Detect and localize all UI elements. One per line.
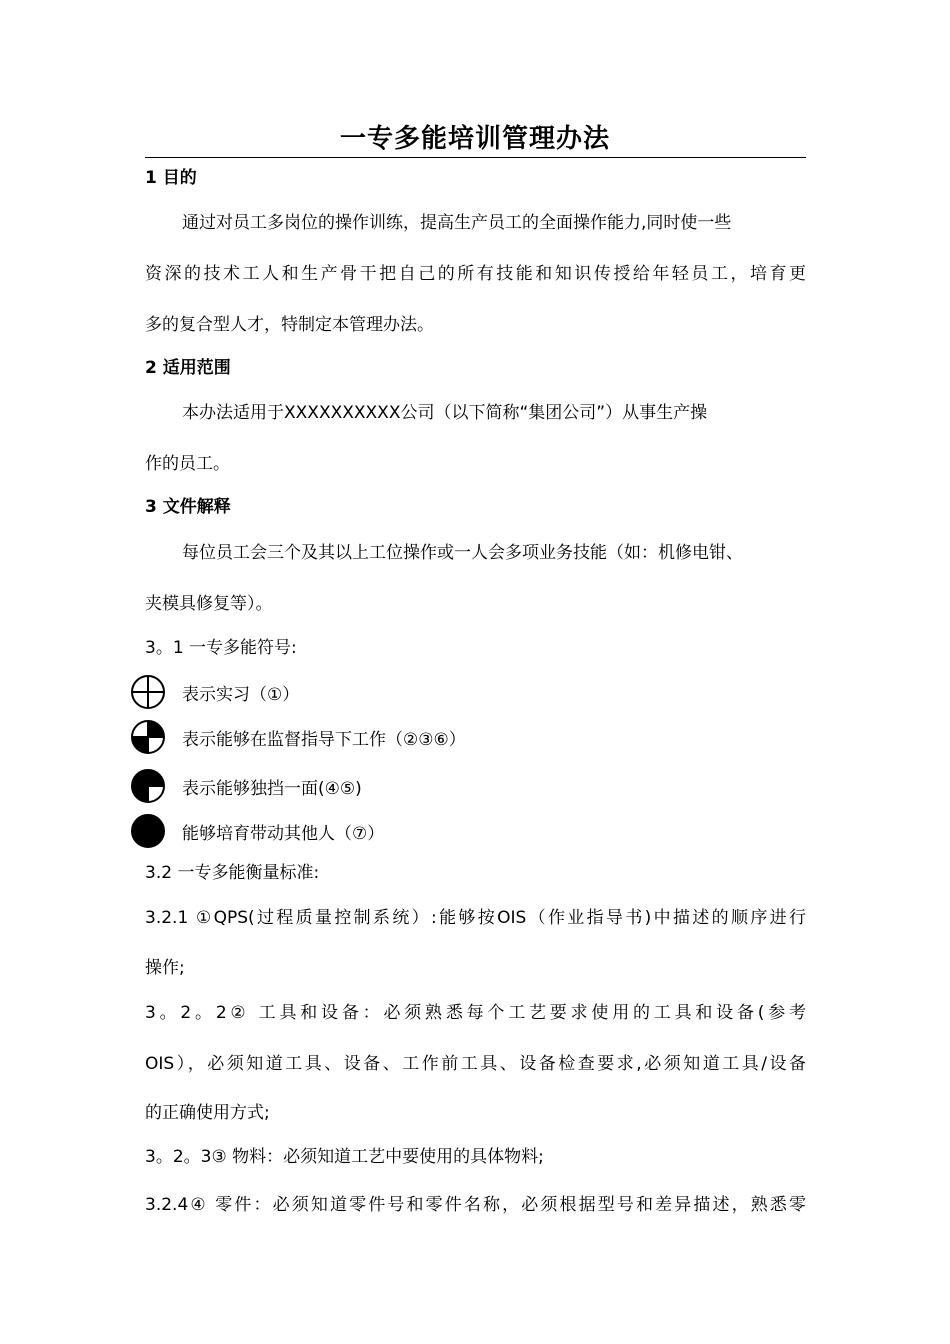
symbol-row-mentor	[130, 813, 384, 849]
section-3-2-1-line-1: 3.2.1 ①QPS(过程质量控制系统）:能够按OIS（作业指导书)中描述的顺序进行	[145, 908, 806, 928]
quartered-circle-empty-icon	[130, 674, 166, 710]
symbol-row-practice	[130, 674, 299, 710]
section-1-paragraph-line-1: 通过对员工多岗位的操作训练，提高生产员工的全面操作能力,同时使一些	[182, 213, 732, 233]
section-3-2-2-line-2: OIS），必须知道工具、设备、工作前工具、设备检查要求,必须知道工具/设备	[145, 1054, 806, 1074]
half-filled-circle-icon	[130, 768, 166, 804]
symbol-row-independent	[130, 768, 362, 804]
section-3-paragraph-line-2: 夹模具修复等）。	[145, 594, 273, 614]
section-3-1-heading: 3。1 一专多能符号:	[145, 638, 297, 658]
symbol-label-mentor: 能够培育带动其他人（⑦）	[182, 823, 385, 844]
section-1-heading: 1 目的	[145, 168, 197, 188]
quarter-filled-circle-icon	[130, 719, 166, 755]
section-3-2-1-line-2: 操作;	[145, 958, 185, 978]
symbol-label-practice: 表示实习（①）	[182, 684, 300, 705]
section-2-paragraph-line-2: 作的员工。	[145, 454, 230, 474]
section-3-2-4-line-1: 3.2.4④ 零件：必须知道零件号和零件名称，必须根据型号和差异描述，熟悉零	[145, 1195, 806, 1215]
section-3-2-2-line-3: 的正确使用方式;	[145, 1103, 270, 1123]
section-2-heading: 2 适用范围	[145, 358, 231, 378]
title-underline	[145, 157, 806, 158]
section-2-paragraph-line-1: 本办法适用于XXXXXXXXXX公司（以下简称“集团公司”）从事生产操	[182, 403, 708, 423]
section-3-heading: 3 文件解释	[145, 497, 231, 517]
section-1-paragraph-line-2: 资深的技术工人和生产骨干把自己的所有技能和知识传授给年轻员工，培育更	[145, 264, 806, 284]
symbol-row-supervised	[130, 719, 466, 755]
full-filled-circle-icon	[130, 813, 166, 849]
section-3-2-2-line-1: 3。2。2② 工具和设备：必须熟悉每个工艺要求使用的工具和设备(参考	[145, 1003, 806, 1023]
symbol-label-supervised: 表示能够在监督指导下工作（②③⑥）	[182, 729, 466, 750]
page-title: 一专多能培训管理办法	[339, 124, 610, 154]
section-3-paragraph-line-1: 每位员工会三个及其以上工位操作或一人会多项业务技能（如：机修电钳、	[182, 543, 743, 563]
section-3-2-heading: 3.2 一专多能衡量标准:	[145, 863, 320, 883]
section-3-2-3-line-1: 3。2。3③ 物料：必须知道工艺中要使用的具体物料;	[145, 1147, 544, 1167]
section-1-paragraph-line-3: 多的复合型人才，特制定本管理办法。	[145, 315, 434, 335]
symbol-label-independent: 表示能够独挡一面(④⑤)	[182, 778, 362, 799]
